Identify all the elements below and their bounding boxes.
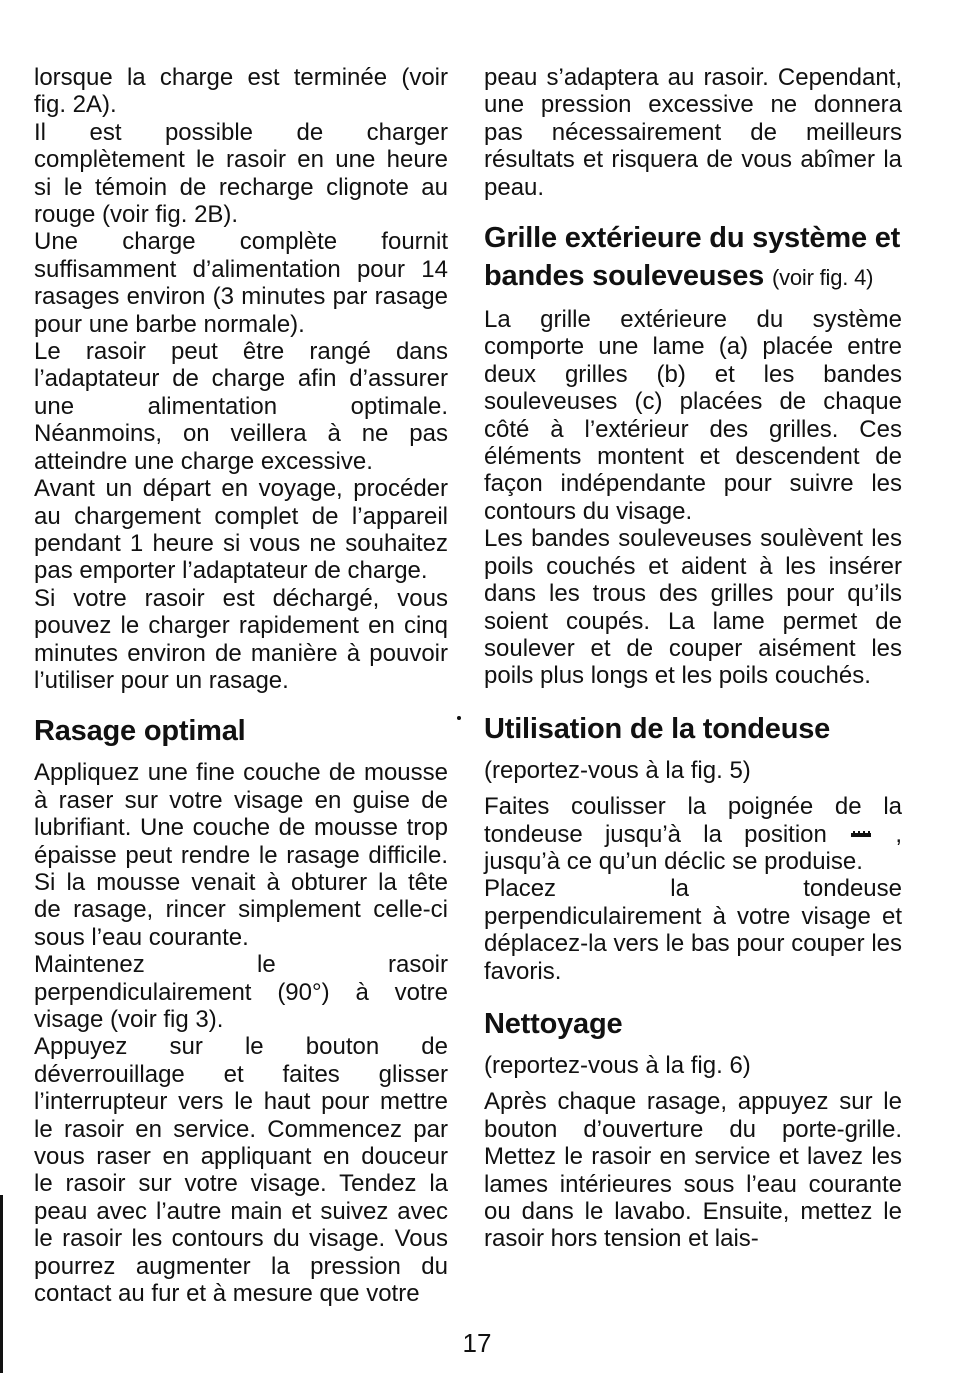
spacer — [34, 750, 448, 759]
page-number: 17 — [462, 1328, 492, 1358]
spacer — [484, 1079, 902, 1088]
paragraph-storage: Le rasoir peut être rangé dans l’adaptateur de charge afin d’assurer une alimentation optimale. Néanmoins, on veillera à ne pas atteindre une charge excessive. — [34, 338, 448, 475]
paragraph-nettoyage: Après chaque rasage, appuyez sur le bouton d’ouverture du porte-grille. Mettez le rasoir en service et lavez les lames intérieures sous l’eau courante ou dans le lavabo. Ensuite, mettez le rasoir hors tension et lais- — [484, 1088, 902, 1253]
heading-tondeuse: Utilisation de la tondeuse — [484, 712, 831, 745]
paragraph-travel: Avant un départ en voyage, procéder au chargement complet de l’appareil pendant 1 heure si vous ne souhaitez pas emporter l’adaptateur de charge. — [34, 475, 448, 585]
paragraph-charge-one-hour: Il est possible de charger complètement le rasoir en une heure si le témoin de recharge clignote au rouge (voir fig. 2B). — [34, 118, 448, 229]
scan-speck — [457, 716, 461, 720]
heading-grille-ref: (voir fig. 4) — [771, 265, 874, 291]
paragraph-grille-description: La grille extérieure du système comporte une lame (a) placée entre deux grilles (b) et les bandes souleveuses (c) placées de chaque côté à l’extérieur des grilles. Ces éléments montent et descendent de façon indépendante pour suivre les contours du visage. — [484, 306, 902, 525]
paragraph-charge-shaves: Une charge complète fournit suffisamment d’alimentation pour 14 rasages environ (3 minutes par rasage pour une barbe normale). — [34, 228, 448, 338]
paragraph-tondeuse-position: Placez la tondeuse perpendiculairement à votre visage et déplacez-la vers le bas pour couper les favoris. — [484, 875, 902, 985]
paragraph-charge-complete: lorsque la charge est terminée (voir fig. 2A). — [34, 64, 448, 119]
spacer — [34, 694, 448, 712]
trimmer-position-icon — [851, 831, 871, 839]
paragraph-tondeuse-slide — [484, 793, 902, 875]
heading-grille-exterieure — [484, 219, 902, 297]
heading-nettoyage: Nettoyage — [484, 1007, 623, 1040]
heading-rasage-optimal: Rasage optimal — [34, 715, 246, 748]
paragraph-shaving-foam: Appliquez une fine couche de mousse à raser sur votre visage en guise de lubrifiant. Une couche de mousse trop épaisse peut rendre le rasage difficile. Si la mousse venait à obturer la tête de rasage, rincer simplement celle-ci sous l’eau courante. — [34, 759, 448, 951]
paragraph-pressure: peau s’adaptera au rasoir. Cependant, une pression excessive ne donnera pas nécessairement de meilleurs résultats et risquera de vous abîmer la peau. — [484, 64, 902, 201]
tondeuse-slide-after: , jusqu’à ce qu’un déclic se produise. — [484, 820, 903, 875]
tondeuse-slide-before: Faites coulisser la poignée de la tondeuse jusqu’à la position — [484, 793, 902, 848]
spacer — [484, 748, 902, 757]
paragraph-bandes-souleveuses: Les bandes souleveuses soulèvent les poils couchés et aident à les insérer dans les trous des grilles pour qu’ils soient coupés. La lame permet de soulever et de couper aisément les poils plus longs et les poils couchés. — [484, 525, 902, 690]
spacer — [484, 297, 902, 306]
spacer — [484, 985, 902, 1005]
nettoyage-figure-ref: (reportez-vous à la fig. 6) — [484, 1051, 751, 1079]
left-column — [34, 64, 448, 1307]
paragraph-start-shaving: Appuyez sur le bouton de déverrouillage et faites glisser l’interrupteur vers le haut pour mettre le rasoir en service. Commencez par vous raser en appliquant en douceur le rasoir sur votre visage. Tendez la peau avec l’autre main et suivez avec le rasoir les contours du visage. Vous pourrez augmenter la pression du contact au fur et à mesure que votre — [34, 1033, 448, 1308]
scan-margin-line — [0, 1195, 3, 1373]
spacer — [484, 1043, 902, 1052]
heading-grille-text: Grille extérieure du système et bandes souleveuses — [484, 222, 901, 293]
spacer — [484, 784, 902, 793]
spacer — [484, 201, 902, 219]
right-column — [484, 64, 902, 1253]
paragraph-perpendicular: Maintenez le rasoir perpendiculairement (90°) à votre visage (voir fig 3). — [34, 951, 448, 1033]
paragraph-quick-charge: Si votre rasoir est déchargé, vous pouvez le charger rapidement en cinq minutes environ de manière à pouvoir l’utiliser pour un rasage. — [34, 584, 448, 694]
spacer — [484, 690, 902, 710]
tondeuse-figure-ref: (reportez-vous à la fig. 5) — [484, 756, 751, 784]
